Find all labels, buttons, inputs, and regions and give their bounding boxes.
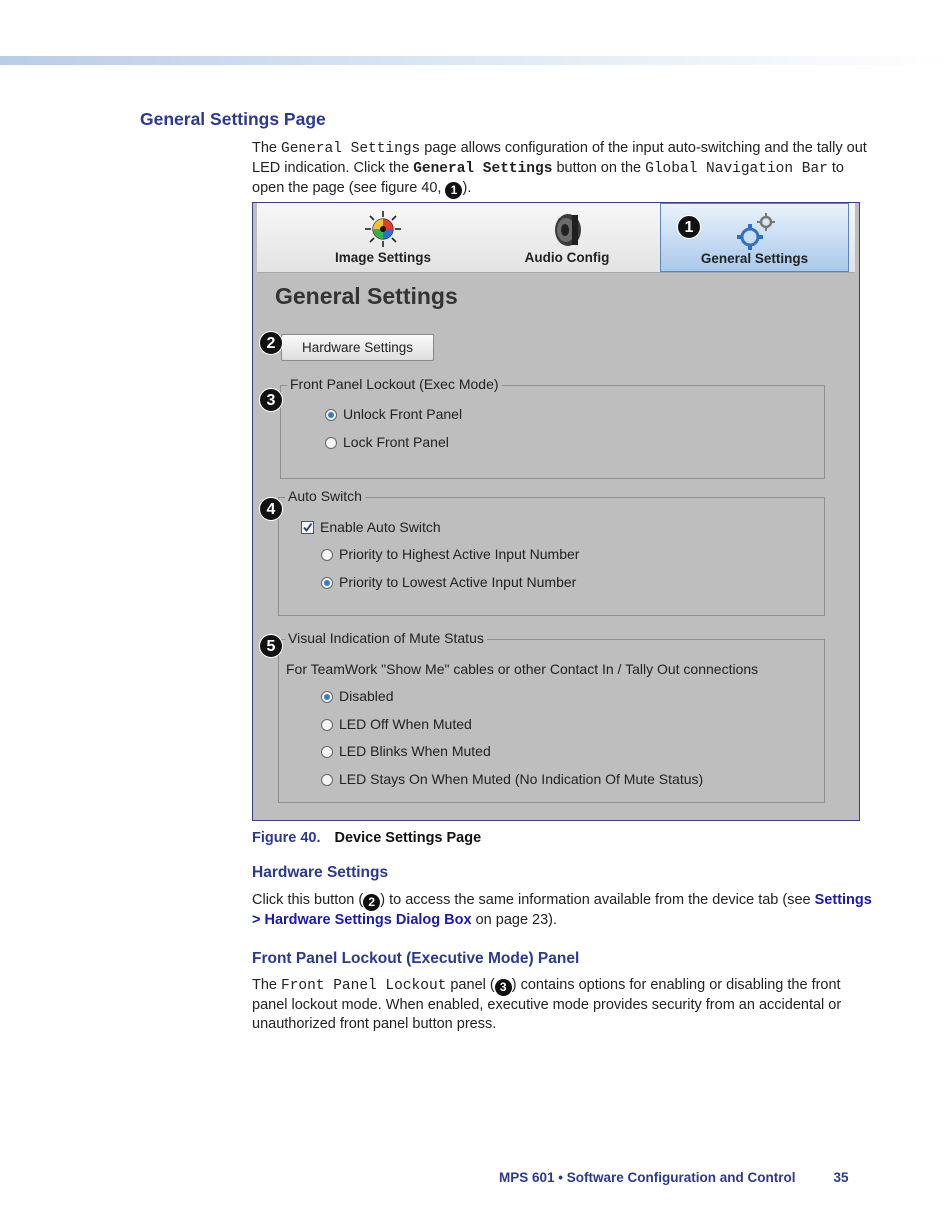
radio-selected-icon	[321, 577, 333, 589]
led-stays-on-radio[interactable]	[321, 771, 703, 787]
page-title: General Settings	[275, 283, 458, 309]
gears-icon	[730, 210, 780, 252]
front-panel-paragraph	[252, 976, 872, 1034]
option-label: LED Blinks When Muted	[339, 743, 491, 759]
page-number: 35	[833, 1170, 849, 1185]
global-navigation-bar	[257, 203, 855, 273]
option-label: Priority to Lowest Active Input Number	[339, 574, 577, 590]
code-text: General Settings	[281, 141, 421, 157]
tab-audio-config[interactable]	[479, 203, 655, 272]
disabled-radio[interactable]	[321, 688, 393, 704]
callout-badge: 1	[677, 215, 701, 239]
checkbox-checked-icon	[301, 521, 314, 534]
figure-caption	[252, 830, 481, 846]
radio-icon	[321, 719, 333, 731]
speaker-icon	[547, 209, 587, 249]
option-label: Priority to Highest Active Input Number	[339, 546, 580, 562]
radio-icon	[321, 774, 333, 786]
text: button on the	[552, 160, 646, 176]
priority-highest-radio[interactable]	[321, 546, 579, 562]
callout-badge: 3	[259, 388, 283, 412]
radio-icon	[321, 746, 333, 758]
figure-number: Figure 40.	[252, 830, 321, 846]
header-band	[0, 56, 950, 65]
text: on page 23).	[471, 912, 558, 928]
text: Click this button (	[252, 892, 364, 908]
group-legend: Visual Indication of Mute Status	[285, 630, 487, 646]
footer-title: MPS 601 • Software Configuration and Control	[499, 1170, 796, 1185]
callout-badge: 5	[259, 634, 283, 658]
figure-title: Device Settings Page	[334, 830, 482, 846]
led-off-radio[interactable]	[321, 716, 472, 732]
section-heading: General Settings Page	[140, 109, 326, 129]
intro-paragraph	[252, 139, 872, 199]
radio-icon	[321, 549, 333, 561]
front-panel-lockout-group	[280, 376, 825, 479]
text: The	[252, 140, 282, 156]
code-text: General Settings	[413, 161, 553, 177]
callout-badge: 4	[259, 497, 283, 521]
settings-screenshot	[252, 202, 860, 821]
text: to open the page (see figure 40,	[252, 160, 844, 196]
text: ) contains options for enabling or disabling the front panel lockout mode. When enabled, executive mode provides security from an accidental or unauthorized front panel button press.	[252, 977, 842, 1032]
radio-selected-icon	[325, 409, 337, 421]
image-settings-icon	[363, 209, 403, 249]
radio-icon	[325, 437, 337, 449]
callout-badge: 2	[259, 331, 283, 355]
code-text: Global Navigation Bar	[645, 161, 828, 177]
option-label: LED Stays On When Muted (No Indication Of Mute Status)	[339, 771, 704, 787]
option-label: Unlock Front Panel	[343, 406, 463, 422]
hardware-settings-paragraph	[252, 891, 872, 930]
text: ).	[462, 180, 472, 196]
callout-badge: 1	[445, 182, 462, 199]
text: ) to access the same information available from the device tab (see	[380, 892, 815, 908]
group-legend: Front Panel Lockout (Exec Mode)	[287, 376, 502, 392]
text: The	[252, 977, 282, 993]
option-label: LED Off When Muted	[339, 716, 472, 732]
option-label: Lock Front Panel	[343, 434, 449, 450]
text: page allows configuration of the input auto-switching and the tally out LED indication. Click the	[252, 140, 867, 176]
group-legend: Auto Switch	[285, 488, 365, 504]
hardware-settings-link[interactable]: Settings > Hardware Settings Dialog Box	[252, 892, 872, 928]
tab-image-settings[interactable]	[295, 203, 471, 272]
tab-label: Image Settings	[334, 250, 432, 265]
option-label: Disabled	[339, 688, 394, 704]
page-footer	[499, 1170, 849, 1185]
radio-selected-icon	[321, 691, 333, 703]
option-label: Enable Auto Switch	[320, 519, 441, 535]
lock-front-panel-radio[interactable]	[325, 434, 449, 450]
enable-auto-switch-checkbox[interactable]	[301, 519, 441, 535]
tab-label: Audio Config	[524, 250, 610, 265]
hardware-settings-heading: Hardware Settings	[252, 864, 389, 881]
text: panel (	[446, 977, 495, 993]
callout-badge: 3	[495, 979, 512, 996]
led-blinks-radio[interactable]	[321, 743, 491, 759]
front-panel-heading: Front Panel Lockout (Executive Mode) Panel	[252, 950, 580, 967]
unlock-front-panel-radio[interactable]	[325, 406, 462, 422]
priority-lowest-radio[interactable]	[321, 574, 576, 590]
mute-description: For TeamWork "Show Me" cables or other Contact In / Tally Out connections	[286, 661, 759, 677]
code-text: Front Panel Lockout	[281, 978, 447, 994]
hardware-settings-button[interactable]: Hardware Settings	[281, 334, 434, 361]
tab-label: General Settings	[700, 251, 809, 266]
callout-badge: 2	[363, 894, 380, 911]
